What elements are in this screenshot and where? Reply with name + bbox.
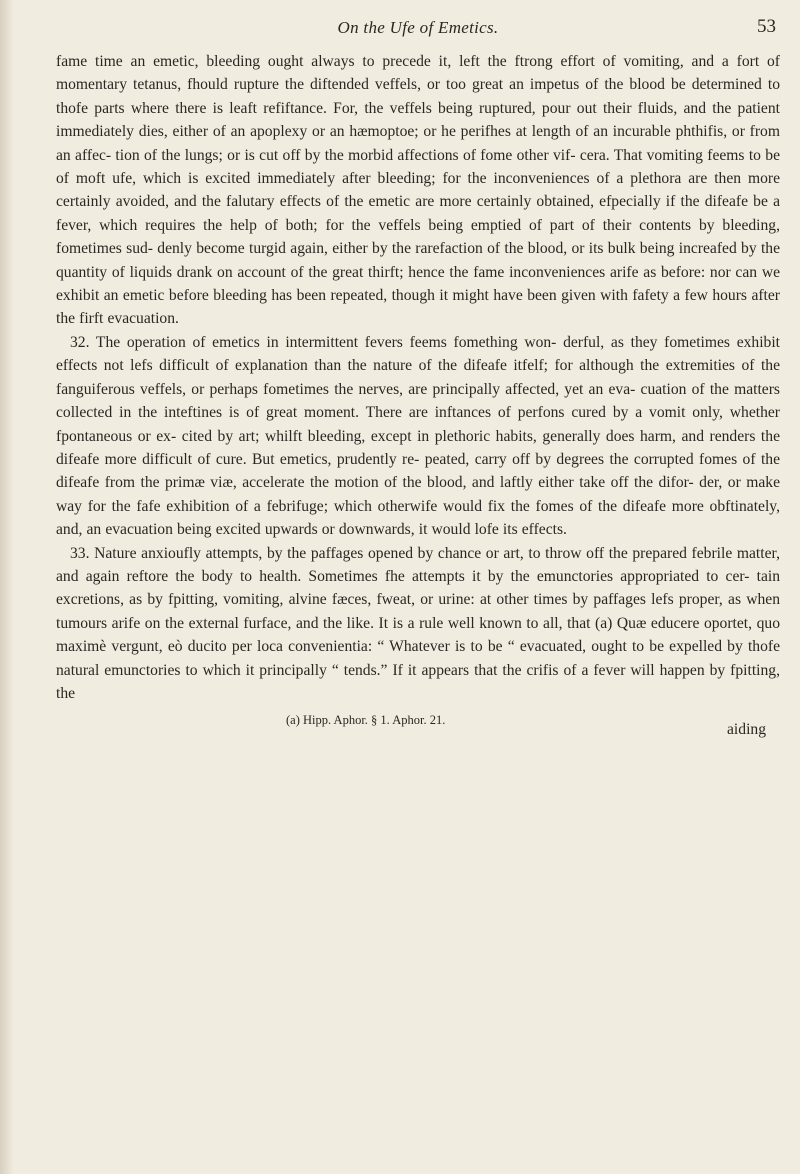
page-number: 53 [757,16,776,37]
paragraph-33: 33. Nature anxioufly attempts, by the paffages opened by chance or art, to throw off the prepared febrile matter, and again reftore the body to health. Sometimes fhe attempts it by the emunctories appropriated to cer- tain excretions, as by fpitting, vomiting, alvine fæces, fweat, or urine: at other times by paffages lefs proper, as when tumours arife on the external furface, and the like. It is a rule well known to all, that (a) Quæ educere oportet, quo maximè vergunt, eò ducito per loca convenientia: “ Whatever is to be “ evacuated, ought to be expelled by thofe natural emunctories to which it principally “ tends.” If it appears that the crifis of a fever will happen by fpitting, the [56,544,780,702]
footnote-row [56,711,780,739]
running-title: On the Ufe of Emetics. [337,18,499,37]
page-edge-shadow [0,0,14,1174]
paragraph-32: 32. The operation of emetics in intermittent fevers feems fomething won- derful, as they fometimes exhibit effects not lefs difficult of explanation than the nature of the difeafe itfelf; for although the extremities of the fanguiferous veffels, or perhaps fometimes the nerves, are principally affected, yet an eva- cuation of the matters collected in the inteftines is of great moment. There are inftances of perfons cured by a vomit only, whether fpontaneous or ex- cited by art; whilft bleeding, except in plethoric habits, generally does harm, and renders the difeafe more difficult of cure. But emetics, prudently re- peated, carry off by degrees the corrupted fomes of the difeafe from the primæ viæ, accelerate the motion of the blood, and laftly either take off the difor- der, or make way for the fafe exhibition of a febrifuge; which otherwife would fix the fomes of the difeafe more obftinately, and, an evacuation being excited upwards or downwards, it would lofe its effects. [56,333,780,539]
running-head [56,16,780,50]
book-page [56,16,780,739]
paragraph-continuation: fame time an emetic, bleeding ought always to precede it, left the ftrong effort of vomiting, and a fort of momentary tetanus, fhould rupture the diftended veffels, or too great an impetus of the blood be determined to thofe parts where there is leaft refiftance. For, the veffels being ruptured, pour out their fluids, and the patient immediately dies, either of an apoplexy or an hæmoptoe; or he perifhes at length of an incurable phthifis, or from an affec- tion of the lungs; or is cut off by the morbid affections of fome other vif- cera. That vomiting feems to be of moft ufe, which is excited immediately after bleeding; for the inconveniences of a plethora are then more certainly avoided, and the falutary effects of the emetic are more certainly obtained, efpecially if the difeafe be a fever, which requires the help of both; for the veffels being emptied of part of their contents by bleeding, fometimes sud- denly become turgid again, either by the rarefaction of the blood, or its bulk being increafed by the quantity of liquids drank on account of the great thirft; hence the fame inconveniences arife as before: nor can we exhibit an emetic before bleeding has been repeated, though it might have been given with fafety a few hours after the firft evacuation. [56,53,780,328]
body-text [56,50,780,705]
catchword: aiding [727,721,766,739]
footnote: (a) Hipp. Aphor. § 1. Aphor. 21. [286,713,446,728]
